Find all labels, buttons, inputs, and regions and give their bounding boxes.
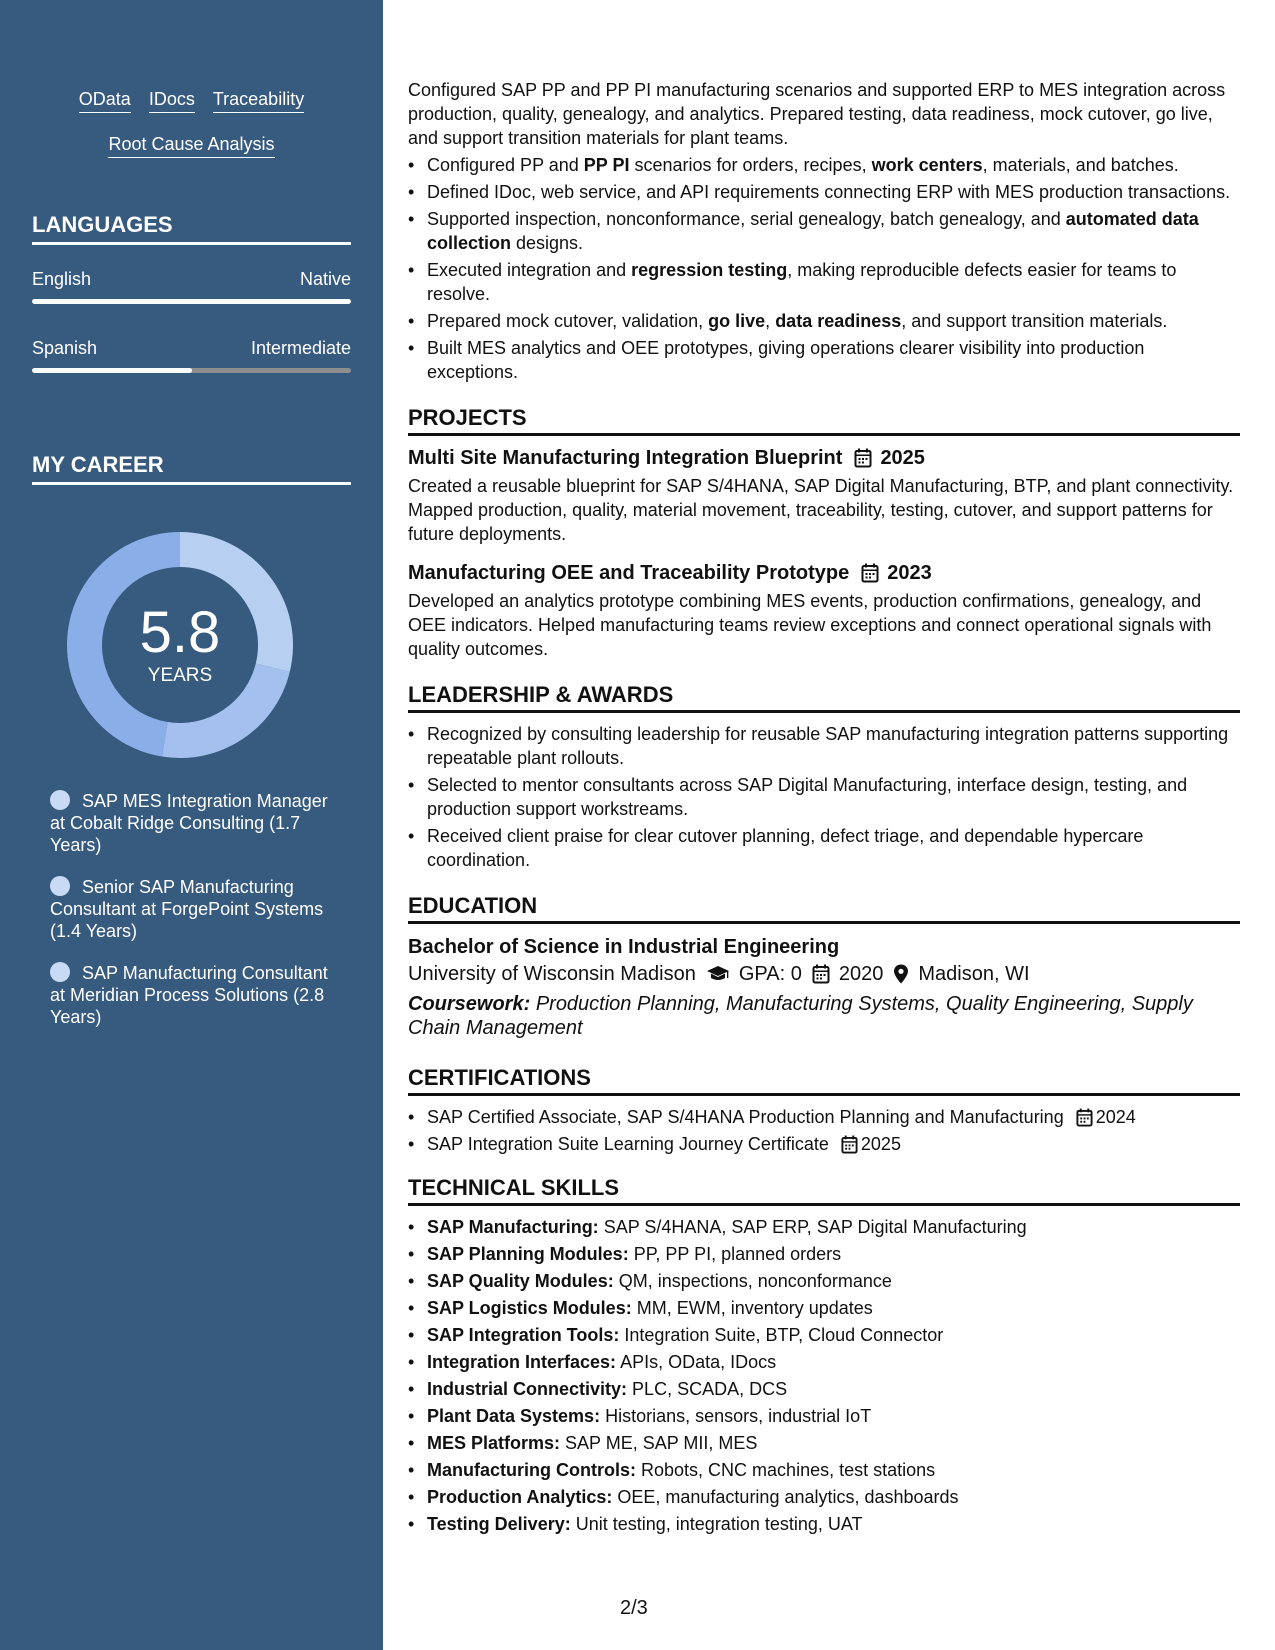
degree-title [408, 934, 1240, 960]
skill-value: Historians, sensors, industrial IoT [605, 1406, 872, 1426]
bullet-text: , making reproducible defects easier for teams to resolve. [427, 260, 1177, 304]
skill-item [408, 1458, 1240, 1482]
bullet-keyword: automated data collection [427, 209, 1199, 253]
career-total-value: 5.8 [139, 600, 221, 665]
certification-name: • SAP Integration Suite Learning Journey Certificate [427, 1134, 829, 1154]
coursework-label: Coursework: [408, 993, 531, 1015]
skill-label: MES Platforms: [427, 1433, 561, 1453]
project-title-row [408, 560, 1240, 586]
skill-tag: Traceability [213, 88, 304, 113]
bullet-text: , materials, and batches. [982, 155, 1179, 175]
languages-heading: LANGUAGES [32, 212, 351, 245]
certification-year: 2024 [1095, 1107, 1136, 1127]
bullet-text: Configured PP and [427, 155, 584, 175]
skill-item [408, 1296, 1240, 1320]
career-donut [65, 530, 295, 760]
skill-item [408, 1512, 1240, 1536]
career-item-text: SAP MES Integration Manager at Cobalt Ridge Consulting (1.7 Years) [50, 791, 328, 855]
skill-item [408, 1431, 1240, 1455]
school-location: Madison, WI [918, 963, 1030, 985]
skill-label: Testing Delivery: [427, 1514, 571, 1534]
project-entry [408, 445, 1240, 546]
bullet-text: , [765, 311, 776, 331]
skill-label: Integration Interfaces: [427, 1352, 617, 1372]
calendar-icon [854, 448, 872, 468]
project-entry [408, 560, 1240, 661]
bullet-text: scenarios for orders, recipes, [629, 155, 872, 175]
experience-bullet [408, 258, 1240, 306]
calendar-icon [841, 1135, 858, 1154]
skill-value: APIs, OData, IDocs [620, 1352, 777, 1372]
skill-item [408, 1485, 1240, 1509]
experience-bullet [408, 336, 1240, 384]
bullet-text: Executed integration and [427, 260, 632, 280]
bullet-keyword: go live [708, 311, 766, 331]
skill-tags-row-2 [0, 133, 383, 158]
career-dot-icon [50, 876, 70, 896]
language-bar-spanish [32, 368, 351, 373]
skill-value: Integration Suite, BTP, Cloud Connector [624, 1325, 944, 1345]
career-item-text: Senior SAP Manufacturing Consultant at ForgePoint Systems (1.4 Years) [50, 877, 324, 941]
certification-item [408, 1105, 1240, 1129]
skill-label: Plant Data Systems: [427, 1406, 601, 1426]
leadership-item: • Received client praise for clear cutover planning, defect triage, and dependable hypercare coordination. [408, 824, 1240, 872]
skill-label: SAP Manufacturing: [427, 1217, 599, 1237]
coursework-list: Production Planning, Manufacturing Systems, Quality Engineering, Supply Chain Management [408, 993, 1193, 1039]
skill-label: Production Analytics: [427, 1487, 613, 1507]
skill-value: MM, EWM, inventory updates [636, 1298, 873, 1318]
page-number: 2/3 [620, 1597, 648, 1619]
experience-bullet [408, 153, 1240, 177]
skill-tag: Root Cause Analysis [108, 133, 274, 158]
projects-heading: PROJECTS [408, 404, 1240, 436]
career-list [50, 790, 340, 1048]
skill-value: PP, PP PI, planned orders [633, 1244, 842, 1264]
project-description: Developed an analytics prototype combining MES events, production confirmations, genealogy, and OEE indicators. Helped manufacturing teams review exceptions and connect operational signals with quality outcomes. [408, 591, 1212, 659]
career-dot-icon [50, 790, 70, 810]
location-pin-icon [893, 964, 909, 984]
language-row-spanish [32, 337, 351, 359]
language-name: English [32, 269, 92, 289]
experience-bullet [408, 309, 1240, 333]
project-title-row [408, 445, 1240, 471]
bullet-keyword: PP PI [583, 155, 630, 175]
certifications-list [408, 1105, 1240, 1156]
skill-value: SAP ME, SAP MII, MES [565, 1433, 758, 1453]
calendar-icon [861, 563, 879, 583]
skill-value: QM, inspections, nonconformance [618, 1271, 892, 1291]
experience-intro: Configured SAP PP and PP PI manufacturing scenarios and supported ERP to MES integration across production, quality, genealogy, and analytics. Prepared testing, data readiness, mock cutover, go live, and support transition materials for plant teams. [408, 80, 1226, 148]
skill-item [408, 1323, 1240, 1347]
bullet-keyword: work centers [871, 155, 983, 175]
bullet-keyword: data readiness [775, 311, 902, 331]
skill-value: Robots, CNC machines, test stations [641, 1460, 936, 1480]
bullet-text: Defined IDoc, web service, and API requirements connecting ERP with MES production transactions. [427, 182, 1231, 202]
career-item [50, 962, 340, 1028]
certification-item [408, 1132, 1240, 1156]
school-name: University of Wisconsin Madison [408, 963, 696, 985]
leadership-item: • Recognized by consulting leadership for reusable SAP manufacturing integration patterns supporting repeatable plant rollouts. [408, 722, 1240, 770]
gpa: GPA: 0 [738, 963, 802, 985]
language-bar-english [32, 299, 351, 304]
skill-label: SAP Logistics Modules: [427, 1298, 632, 1318]
certifications-heading: CERTIFICATIONS [408, 1064, 1240, 1096]
calendar-icon [812, 964, 830, 984]
skill-item [408, 1215, 1240, 1239]
skill-item [408, 1404, 1240, 1428]
skill-item [408, 1269, 1240, 1293]
skills-heading: TECHNICAL SKILLS [408, 1174, 1240, 1206]
skill-item [408, 1350, 1240, 1374]
graduation-cap-icon [706, 965, 730, 983]
skill-label: Industrial Connectivity: [427, 1379, 628, 1399]
certification-name: • SAP Certified Associate, SAP S/4HANA Production Planning and Manufacturing [427, 1107, 1064, 1127]
skill-label: Manufacturing Controls: [427, 1460, 636, 1480]
project-year: 2023 [887, 562, 932, 584]
certification-year: 2025 [860, 1134, 901, 1154]
language-name: Spanish [32, 338, 98, 358]
language-bar-fill [32, 368, 192, 373]
language-level: Native [299, 269, 351, 289]
career-dot-icon [50, 962, 70, 982]
career-donut-center [65, 530, 295, 760]
project-title: Multi Site Manufacturing Integration Blueprint [408, 447, 843, 469]
bullet-text: Supported inspection, nonconformance, serial genealogy, batch genealogy, and [427, 209, 1066, 229]
coursework [408, 992, 1240, 1040]
experience-bullets [408, 153, 1240, 384]
language-row-english [32, 268, 351, 290]
main-content [408, 78, 1240, 1536]
skill-item [408, 1377, 1240, 1401]
project-year: 2025 [880, 447, 925, 469]
bullet-text: , and support transition materials. [901, 311, 1168, 331]
bullet-keyword: regression testing [631, 260, 788, 280]
skill-label: SAP Integration Tools: [427, 1325, 620, 1345]
education-heading: EDUCATION [408, 892, 1240, 924]
skill-item [408, 1242, 1240, 1266]
skill-value: OEE, manufacturing analytics, dashboards [617, 1487, 959, 1507]
bullet-text: designs. [511, 233, 584, 253]
calendar-icon [1076, 1108, 1093, 1127]
career-item [50, 790, 340, 856]
leadership-item: • Selected to mentor consultants across SAP Digital Manufacturing, interface design, testing, and production support workstreams. [408, 773, 1240, 821]
language-bar-fill [32, 299, 351, 304]
career-item [50, 876, 340, 942]
experience-bullet [408, 207, 1240, 255]
skill-tag: IDocs [149, 88, 195, 113]
leadership-heading: LEADERSHIP & AWARDS [408, 681, 1240, 713]
bullet-text: Prepared mock cutover, validation, [427, 311, 709, 331]
career-total-unit: YEARS [147, 665, 213, 686]
skill-value: PLC, SCADA, DCS [632, 1379, 788, 1399]
career-item-text: SAP Manufacturing Consultant at Meridian Process Solutions (2.8 Years) [50, 963, 328, 1027]
leadership-list [408, 722, 1240, 872]
experience-bullet [408, 180, 1240, 204]
skill-label: SAP Planning Modules: [427, 1244, 629, 1264]
language-level: Intermediate [250, 338, 351, 358]
skills-list [408, 1215, 1240, 1536]
project-title: Manufacturing OEE and Traceability Prototype [408, 562, 850, 584]
skill-value: SAP S/4HANA, SAP ERP, SAP Digital Manufacturing [603, 1217, 1027, 1237]
skill-tag: OData [79, 88, 131, 113]
skill-value: Unit testing, integration testing, UAT [575, 1514, 863, 1534]
degree-name: Bachelor of Science in Industrial Engineering [408, 936, 840, 958]
education-meta [408, 960, 1240, 988]
career-heading: MY CAREER [32, 452, 351, 485]
skill-label: SAP Quality Modules: [427, 1271, 614, 1291]
skill-tags-row-1 [0, 88, 383, 113]
bullet-text: Built MES analytics and OEE prototypes, giving operations clearer visibility into production exceptions. [427, 338, 1145, 382]
project-description: Created a reusable blueprint for SAP S/4HANA, SAP Digital Manufacturing, BTP, and plant connectivity. Mapped production, quality, material movement, traceability, testing, cutover, and support patterns for future deployments. [408, 476, 1234, 544]
graduation-year: 2020 [838, 963, 884, 985]
sidebar [0, 0, 383, 1650]
